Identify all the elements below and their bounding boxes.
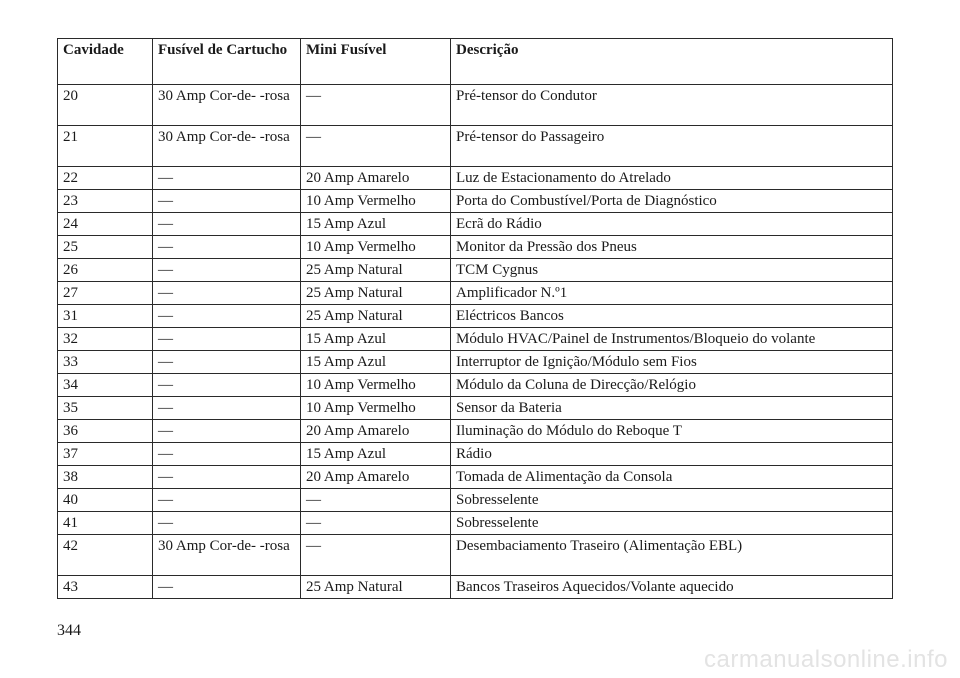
cell-cavidade: 40 — [58, 489, 153, 512]
cell-mini-fusivel: 25 Amp Natural — [301, 305, 451, 328]
cell-descricao: Porta do Combustível/Porta de Diagnóstico — [451, 190, 893, 213]
cell-descricao: Sensor da Bateria — [451, 397, 893, 420]
cell-mini-fusivel: 15 Amp Azul — [301, 351, 451, 374]
cell-descricao: Eléctricos Bancos — [451, 305, 893, 328]
cell-descricao: Luz de Estacionamento do Atrelado — [451, 167, 893, 190]
table-row — [58, 213, 893, 236]
cell-mini-fusivel: 10 Amp Vermelho — [301, 190, 451, 213]
cell-cavidade: 38 — [58, 466, 153, 489]
watermark: carmanualsonline.info — [704, 646, 948, 673]
table-body — [58, 85, 893, 599]
cell-fusivel-cartucho: — — [153, 167, 301, 190]
cell-fusivel-cartucho: — — [153, 443, 301, 466]
cell-fusivel-cartucho: 30 Amp Cor-de- -rosa — [153, 126, 301, 167]
header-mini-fusivel: Mini Fusível — [301, 39, 451, 85]
cell-fusivel-cartucho: — — [153, 328, 301, 351]
cell-cavidade: 31 — [58, 305, 153, 328]
cell-cavidade: 41 — [58, 512, 153, 535]
cell-fusivel-cartucho: — — [153, 213, 301, 236]
table-row — [58, 420, 893, 443]
table-row — [58, 259, 893, 282]
cell-fusivel-cartucho: — — [153, 489, 301, 512]
cell-fusivel-cartucho: — — [153, 351, 301, 374]
page-number: 344 — [57, 622, 81, 639]
table-row — [58, 305, 893, 328]
cell-cavidade: 34 — [58, 374, 153, 397]
cell-mini-fusivel: — — [301, 512, 451, 535]
cell-cavidade: 36 — [58, 420, 153, 443]
cell-mini-fusivel: 10 Amp Vermelho — [301, 236, 451, 259]
cell-fusivel-cartucho: — — [153, 190, 301, 213]
table-row — [58, 535, 893, 576]
cell-descricao: Monitor da Pressão dos Pneus — [451, 236, 893, 259]
table-row — [58, 576, 893, 599]
table-row — [58, 85, 893, 126]
cell-mini-fusivel: 15 Amp Azul — [301, 443, 451, 466]
cell-fusivel-cartucho: — — [153, 305, 301, 328]
cell-cavidade: 37 — [58, 443, 153, 466]
cell-descricao: Pré-tensor do Condutor — [451, 85, 893, 126]
cell-fusivel-cartucho: — — [153, 466, 301, 489]
cell-cavidade: 27 — [58, 282, 153, 305]
table-row — [58, 126, 893, 167]
cell-fusivel-cartucho: — — [153, 512, 301, 535]
cell-fusivel-cartucho: — — [153, 282, 301, 305]
table-row — [58, 443, 893, 466]
cell-mini-fusivel: 20 Amp Amarelo — [301, 167, 451, 190]
cell-cavidade: 25 — [58, 236, 153, 259]
cell-fusivel-cartucho: — — [153, 259, 301, 282]
header-row — [58, 39, 893, 85]
cell-descricao: Sobresselente — [451, 489, 893, 512]
cell-mini-fusivel: 15 Amp Azul — [301, 328, 451, 351]
table-row — [58, 466, 893, 489]
cell-descricao: Amplificador N.º1 — [451, 282, 893, 305]
cell-descricao: Iluminação do Módulo do Reboque T — [451, 420, 893, 443]
cell-fusivel-cartucho: 30 Amp Cor-de- -rosa — [153, 85, 301, 126]
cell-mini-fusivel: — — [301, 85, 451, 126]
table-row — [58, 236, 893, 259]
table-row — [58, 190, 893, 213]
cell-cavidade: 24 — [58, 213, 153, 236]
cell-descricao: Desembaciamento Traseiro (Alimentação EBL) — [451, 535, 893, 576]
cell-cavidade: 33 — [58, 351, 153, 374]
cell-cavidade: 20 — [58, 85, 153, 126]
cell-cavidade: 21 — [58, 126, 153, 167]
cell-mini-fusivel: 25 Amp Natural — [301, 576, 451, 599]
cell-cavidade: 35 — [58, 397, 153, 420]
table-row — [58, 512, 893, 535]
cell-descricao: Interruptor de Ignição/Módulo sem Fios — [451, 351, 893, 374]
header-fusivel-cartucho: Fusível de Cartucho — [153, 39, 301, 85]
cell-cavidade: 32 — [58, 328, 153, 351]
table-row — [58, 167, 893, 190]
cell-mini-fusivel: 10 Amp Vermelho — [301, 374, 451, 397]
cell-mini-fusivel: — — [301, 535, 451, 576]
cell-descricao: Ecrã do Rádio — [451, 213, 893, 236]
cell-descricao: TCM Cygnus — [451, 259, 893, 282]
cell-mini-fusivel: — — [301, 489, 451, 512]
table-row — [58, 282, 893, 305]
cell-cavidade: 43 — [58, 576, 153, 599]
cell-descricao: Rádio — [451, 443, 893, 466]
cell-mini-fusivel: 25 Amp Natural — [301, 259, 451, 282]
cell-descricao: Sobresselente — [451, 512, 893, 535]
table-row — [58, 328, 893, 351]
header-cavidade: Cavidade — [58, 39, 153, 85]
cell-descricao: Bancos Traseiros Aquecidos/Volante aquecido — [451, 576, 893, 599]
cell-descricao: Módulo da Coluna de Direcção/Relógio — [451, 374, 893, 397]
cell-fusivel-cartucho: — — [153, 397, 301, 420]
cell-cavidade: 26 — [58, 259, 153, 282]
cell-fusivel-cartucho: — — [153, 576, 301, 599]
cell-mini-fusivel: 10 Amp Vermelho — [301, 397, 451, 420]
cell-mini-fusivel: 20 Amp Amarelo — [301, 466, 451, 489]
cell-fusivel-cartucho: — — [153, 374, 301, 397]
table-row — [58, 374, 893, 397]
cell-mini-fusivel: — — [301, 126, 451, 167]
cell-fusivel-cartucho: — — [153, 236, 301, 259]
cell-cavidade: 42 — [58, 535, 153, 576]
cell-cavidade: 22 — [58, 167, 153, 190]
header-descricao: Descrição — [451, 39, 893, 85]
cell-descricao: Pré-tensor do Passageiro — [451, 126, 893, 167]
cell-fusivel-cartucho: 30 Amp Cor-de- -rosa — [153, 535, 301, 576]
cell-descricao: Módulo HVAC/Painel de Instrumentos/Bloqueio do volante — [451, 328, 893, 351]
table-row — [58, 351, 893, 374]
cell-mini-fusivel: 20 Amp Amarelo — [301, 420, 451, 443]
table-row — [58, 397, 893, 420]
cell-cavidade: 23 — [58, 190, 153, 213]
table-header — [58, 39, 893, 85]
cell-descricao: Tomada de Alimentação da Consola — [451, 466, 893, 489]
cell-fusivel-cartucho: — — [153, 420, 301, 443]
cell-mini-fusivel: 25 Amp Natural — [301, 282, 451, 305]
table-row — [58, 489, 893, 512]
cell-mini-fusivel: 15 Amp Azul — [301, 213, 451, 236]
fuse-table — [57, 38, 893, 599]
